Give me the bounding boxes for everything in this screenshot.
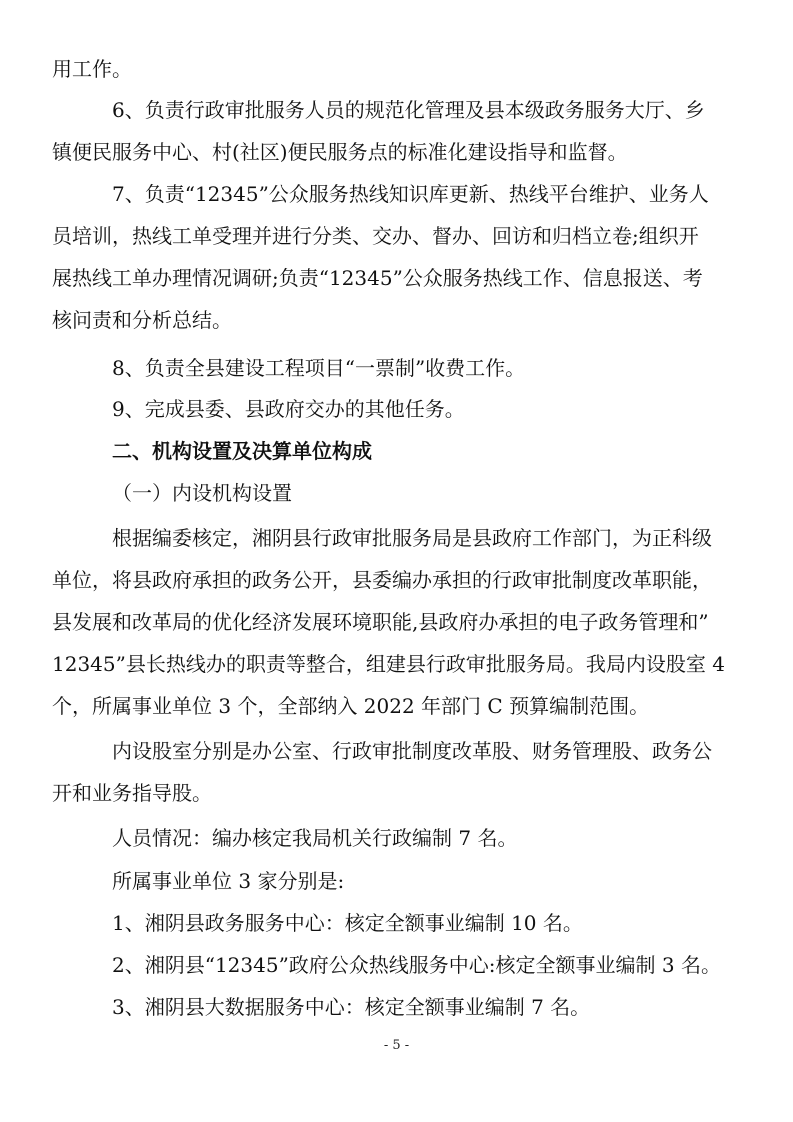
paragraph-line: 所属事业单位 3 家分别是: — [112, 869, 345, 893]
paragraph-line: 人员情况：编办核定我局机关行政编制 7 名。 — [112, 826, 518, 850]
paragraph-line: 8、负责全县建设工程项目“一票制”收费工作。 — [112, 356, 526, 380]
paragraph-line: 开和业务指导股。 — [52, 781, 212, 805]
paragraph-line: 镇便民服务中心、村(社区)便民服务点的标准化建设指导和监督。 — [52, 140, 628, 164]
paragraph-line: 7、负责“12345”公众服务热线知识库更新、热线平台维护、业务人 — [112, 182, 709, 206]
page-number: - 5 - — [383, 1038, 410, 1053]
paragraph-line: 单位，将县政府承担的政务公开，县委编办承担的行政审批制度改革职能， — [52, 568, 712, 592]
paragraph-line: 2、湘阴县“12345”政府公众热线服务中心:核定全额事业编制 3 名。 — [112, 953, 721, 977]
paragraph-line: 员培训，热线工单受理并进行分类、交办、督办、回访和归档立卷;组织开 — [52, 224, 699, 248]
paragraph-line: 县发展和改革局的优化经济发展环境职能,县政府办承担的电子政务管理和” — [52, 610, 709, 634]
paragraph-line: 核问责和分析总结。 — [52, 308, 232, 332]
paragraph-line: 12345”县长热线办的职责等整合，组建县行政审批服务局。我局内设股室 4 — [52, 652, 725, 676]
subsection-heading: （一）内设机构设置 — [112, 481, 292, 505]
paragraph-line: 9、完成县委、县政府交办的其他任务。 — [112, 397, 465, 421]
paragraph-line: 3、湘阴县大数据服务中心：核定全额事业编制 7 名。 — [112, 995, 591, 1019]
paragraph-line: 用工作。 — [52, 57, 132, 81]
paragraph-line: 内设股室分别是办公室、行政审批制度改革股、财务管理股、政务公 — [112, 739, 712, 763]
paragraph-line: 展热线工单办理情况调研;负责“12345”公众服务热线工作、信息报送、考 — [52, 266, 703, 290]
paragraph-line: 根据编委核定，湘阴县行政审批服务局是县政府工作部门，为正科级 — [112, 526, 712, 550]
section-heading: 二、机构设置及决算单位构成 — [112, 439, 372, 463]
paragraph-line: 6、负责行政审批服务人员的规范化管理及县本级政务服务大厅、乡 — [112, 98, 705, 122]
paragraph-line: 个，所属事业单位 3 个，全部纳入 2022 年部门 C 预算编制范围。 — [52, 694, 650, 718]
paragraph-line: 1、湘阴县政务服务中心：核定全额事业编制 10 名。 — [112, 911, 583, 935]
